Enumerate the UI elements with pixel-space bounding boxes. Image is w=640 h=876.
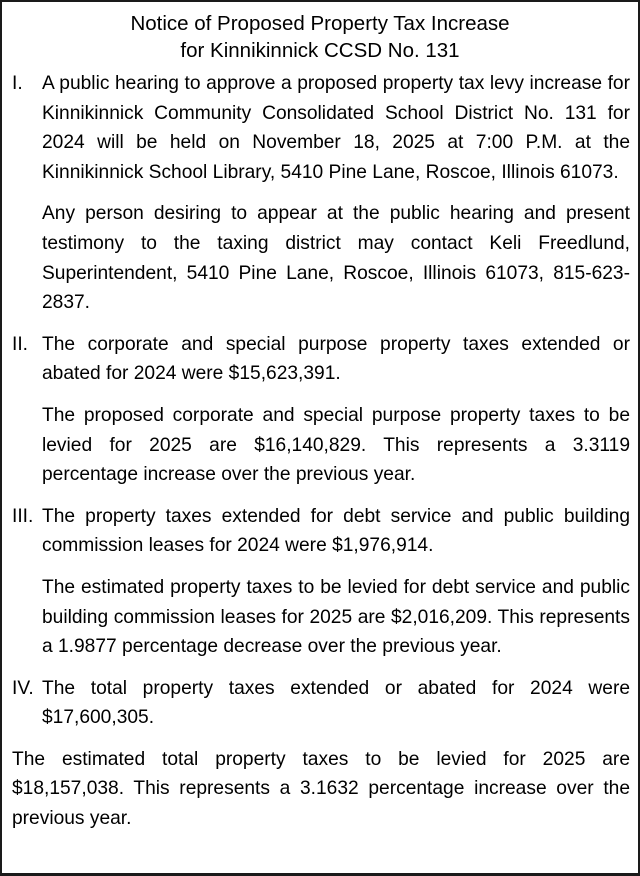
notice-item-2-marker: II. bbox=[12, 333, 28, 355]
notice-item-1-text: A public hearing to approve a proposed property tax levy increase for Kinnikinnick Community Consolidated School District No. 131 for 2024 will be held on November 18, 2025 at 7:00 P.M. at the Kinnikinnick School Library, 5410 Pine Lane, Roscoe, Illinois 61073. bbox=[42, 73, 630, 183]
notice-item-3-text: The property taxes extended for debt service and public building commission leases for 2024 were $1,976,914. bbox=[42, 505, 630, 557]
notice-item-3-subparagraph: The estimated property taxes to be levied for debt service and public building commission leases for 2025 are $2,016,209. This represents a 1.9877 percentage decrease over the previous year. bbox=[42, 576, 630, 658]
notice-title-line-2: for Kinnikinnick CCSD No. 131 bbox=[180, 39, 460, 62]
notice-body bbox=[10, 69, 630, 834]
notice-title-line-1: Notice of Proposed Property Tax Increase bbox=[130, 12, 510, 35]
notice-title bbox=[10, 8, 630, 69]
notice-item-3 bbox=[10, 502, 630, 561]
notice-item-1-subparagraph: Any person desiring to appear at the public hearing and present testimony to the taxing district may contact Keli Freedlund, Superintendent, 5410 Pine Lane, Roscoe, Illinois 61073, 815-623-2837. bbox=[42, 203, 630, 314]
notice-item-3-marker: III. bbox=[12, 505, 34, 527]
notice-item-2-text: The corporate and special purpose property taxes extended or abated for 2024 were $15,623,391. bbox=[42, 333, 630, 385]
notice-item-4-marker: IV. bbox=[12, 677, 34, 699]
notice-item-2 bbox=[10, 330, 630, 389]
notice-item-2-subparagraph: The proposed corporate and special purpose property taxes to be levied for 2025 are $16,140,829. This represents a 3.3119 percentage increase over the previous year. bbox=[42, 404, 630, 486]
notice-item-1 bbox=[10, 69, 630, 187]
notice-item-4 bbox=[10, 674, 630, 733]
notice-closing-paragraph: The estimated total property taxes to be levied for 2025 are $18,157,038. This represents a 3.1632 percentage increase over the previous year. bbox=[12, 748, 630, 830]
notice-item-1-marker: I. bbox=[12, 73, 23, 94]
notice-item-4-text: The total property taxes extended or abated for 2024 were $17,600,305. bbox=[42, 677, 630, 729]
